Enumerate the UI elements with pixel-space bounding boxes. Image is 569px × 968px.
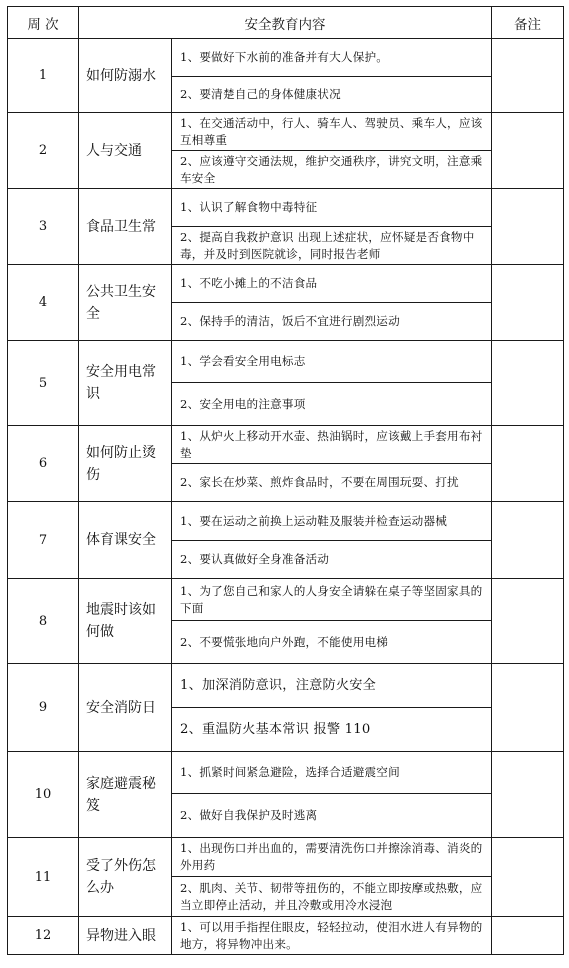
week-number: 12 bbox=[8, 917, 79, 955]
note-cell bbox=[492, 752, 564, 838]
content-item: 1、出现伤口并出血的，需要清洗伤口并擦涂消毒、消炎的外用药 bbox=[172, 838, 492, 877]
week-number: 9 bbox=[8, 664, 79, 752]
content-item: 2、安全用电的注意事项 bbox=[172, 383, 492, 426]
note-cell bbox=[492, 113, 564, 189]
week-number: 11 bbox=[8, 838, 79, 917]
table-header-row bbox=[8, 7, 564, 39]
topic-title: 如何防溺水 bbox=[79, 39, 172, 113]
table-row bbox=[8, 113, 564, 151]
week-number: 3 bbox=[8, 189, 79, 265]
table-row bbox=[8, 502, 564, 541]
week-number: 10 bbox=[8, 752, 79, 838]
topic-title: 人与交通 bbox=[79, 113, 172, 189]
note-cell bbox=[492, 579, 564, 664]
topic-title: 受了外伤怎么办 bbox=[79, 838, 172, 917]
content-item: 2、应该遵守交通法规，维护交通秩序，讲究文明，注意乘车安全 bbox=[172, 151, 492, 189]
note-cell bbox=[492, 265, 564, 341]
topic-title: 如何防止烫伤 bbox=[79, 426, 172, 502]
note-cell bbox=[492, 664, 564, 752]
table-row bbox=[8, 426, 564, 464]
table-row bbox=[8, 664, 564, 708]
topic-title: 体育课安全 bbox=[79, 502, 172, 579]
content-item: 1、为了您自己和家人的人身安全请躲在桌子等坚固家具的下面 bbox=[172, 579, 492, 621]
content-item: 1、加深消防意识，注意防火安全 bbox=[172, 664, 492, 708]
header-note: 备注 bbox=[492, 7, 564, 39]
note-cell bbox=[492, 917, 564, 955]
content-item: 1、从炉火上移动开水壶、热油锅时，应该戴上手套用布衬垫 bbox=[172, 426, 492, 464]
topic-title: 家庭避震秘笈 bbox=[79, 752, 172, 838]
header-week: 周 次 bbox=[8, 7, 79, 39]
table-row bbox=[8, 752, 564, 794]
table-row bbox=[8, 838, 564, 877]
content-item: 1、要做好下水前的准备并有大人保护。 bbox=[172, 39, 492, 77]
content-item: 1、在交通活动中，行人、骑车人、驾驶员、乘车人，应该互相尊重 bbox=[172, 113, 492, 151]
topic-title: 安全用电常识 bbox=[79, 341, 172, 426]
content-item: 2、提高自我救护意识 出现上述症状，应怀疑是否食物中毒，并及时到医院就诊，同时报告老师 bbox=[172, 227, 492, 265]
content-item: 1、抓紧时间紧急避险，选择合适避震空间 bbox=[172, 752, 492, 794]
content-item: 1、学会看安全用电标志 bbox=[172, 341, 492, 383]
content-item: 1、不吃小摊上的不洁食品 bbox=[172, 265, 492, 303]
note-cell bbox=[492, 39, 564, 113]
content-item: 1、要在运动之前换上运动鞋及服装并检查运动器械 bbox=[172, 502, 492, 541]
content-item: 1、认识了解食物中毒特征 bbox=[172, 189, 492, 227]
week-number: 8 bbox=[8, 579, 79, 664]
table-row bbox=[8, 39, 564, 77]
content-item: 2、要认真做好全身准备活动 bbox=[172, 541, 492, 579]
topic-title: 食品卫生常 bbox=[79, 189, 172, 265]
content-item: 2、保持手的清洁，饭后不宜进行剧烈运动 bbox=[172, 303, 492, 341]
note-cell bbox=[492, 502, 564, 579]
table-row bbox=[8, 265, 564, 303]
header-content: 安全教育内容 bbox=[79, 7, 492, 39]
week-number: 2 bbox=[8, 113, 79, 189]
table-row bbox=[8, 917, 564, 955]
topic-title: 公共卫生安全 bbox=[79, 265, 172, 341]
topic-title: 地震时该如何做 bbox=[79, 579, 172, 664]
content-item: 2、家长在炒菜、煎炸食品时，不要在周围玩耍、打扰 bbox=[172, 464, 492, 502]
week-number: 1 bbox=[8, 39, 79, 113]
content-item: 2、重温防火基本常识 报警 110 bbox=[172, 708, 492, 752]
content-item: 2、做好自我保护及时逃离 bbox=[172, 794, 492, 838]
week-number: 4 bbox=[8, 265, 79, 341]
content-item: 2、肌肉、关节、韧带等扭伤的，不能立即按摩或热敷，应当立即停止活动，并且冷敷或用冷水浸泡 bbox=[172, 877, 492, 917]
topic-title: 安全消防日 bbox=[79, 664, 172, 752]
table-row bbox=[8, 189, 564, 227]
table-row bbox=[8, 579, 564, 621]
week-number: 5 bbox=[8, 341, 79, 426]
note-cell bbox=[492, 189, 564, 265]
topic-title: 异物进入眼 bbox=[79, 917, 172, 955]
content-item: 2、要清楚自己的身体健康状况 bbox=[172, 77, 492, 113]
safety-education-table bbox=[7, 6, 564, 955]
week-number: 6 bbox=[8, 426, 79, 502]
content-item: 1、可以用手指捏住眼皮，轻轻拉动，使泪水进人有异物的地方，将异物冲出来。 bbox=[172, 917, 492, 955]
table-row bbox=[8, 341, 564, 383]
note-cell bbox=[492, 341, 564, 426]
note-cell bbox=[492, 426, 564, 502]
content-item: 2、不要慌张地向户外跑，不能使用电梯 bbox=[172, 621, 492, 664]
note-cell bbox=[492, 838, 564, 917]
week-number: 7 bbox=[8, 502, 79, 579]
